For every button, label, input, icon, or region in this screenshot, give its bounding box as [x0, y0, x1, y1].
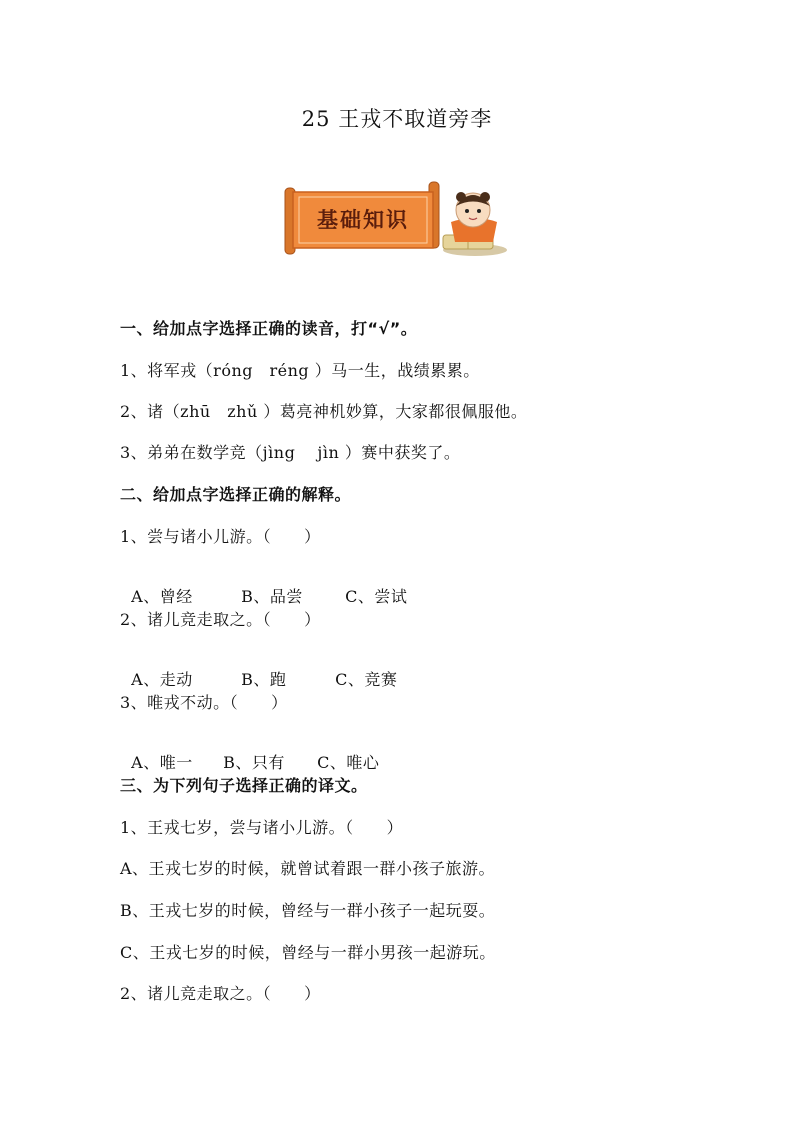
answer-b: B、王戎七岁的时候，曾经与一群小孩子一起玩耍。	[120, 901, 496, 920]
option-c: C、唯心	[317, 753, 380, 772]
answer-a: A、王戎七岁的时候，就曾试着跟一群小孩子旅游。	[120, 859, 496, 878]
page-title: 25 王戎不取道旁李	[301, 107, 493, 131]
section-2-heading: 二、给加点字选择正确的解释。	[120, 485, 352, 504]
section-banner	[283, 180, 513, 260]
answer-c: C、王戎七岁的时候，曾经与一群小男孩一起游玩。	[120, 943, 496, 962]
section-3-heading: 三、为下列句子选择正确的译文。	[120, 776, 368, 795]
question-1-options	[120, 565, 407, 607]
banner-label: 基础知识	[317, 207, 409, 232]
option-a: A、走动	[131, 670, 193, 689]
question-1: 1、尝与诸小儿游。（ ）	[120, 527, 321, 546]
question-3: 3、唯戎不动。（ ）	[120, 693, 288, 712]
list-item: 3、弟弟在数学竞（jìng jìn ）赛中获奖了。	[120, 443, 461, 462]
option-b: B、只有	[223, 753, 285, 772]
reading-boy-icon	[443, 192, 507, 256]
option-b: B、品尝	[241, 587, 303, 606]
list-item: 1、将军戎（róng réng ）马一生，战绩累累。	[120, 361, 480, 380]
list-item: 2、诸（zhū zhǔ ）葛亮神机妙算，大家都很佩服他。	[120, 402, 528, 421]
option-a: A、唯一	[131, 753, 193, 772]
option-b: B、跑	[241, 670, 287, 689]
question-1: 1、王戎七岁，尝与诸小儿游。（ ）	[120, 818, 404, 837]
question-2: 2、诸儿竞走取之。（ ）	[120, 984, 321, 1003]
question-2-options	[120, 648, 397, 690]
option-c: C、竞赛	[335, 670, 398, 689]
question-2: 2、诸儿竞走取之。（ ）	[120, 610, 321, 629]
section-1-heading: 一、给加点字选择正确的读音，打“√”。	[120, 319, 418, 338]
option-a: A、曾经	[131, 587, 193, 606]
option-c: C、尝试	[345, 587, 408, 606]
question-3-options	[120, 731, 379, 773]
